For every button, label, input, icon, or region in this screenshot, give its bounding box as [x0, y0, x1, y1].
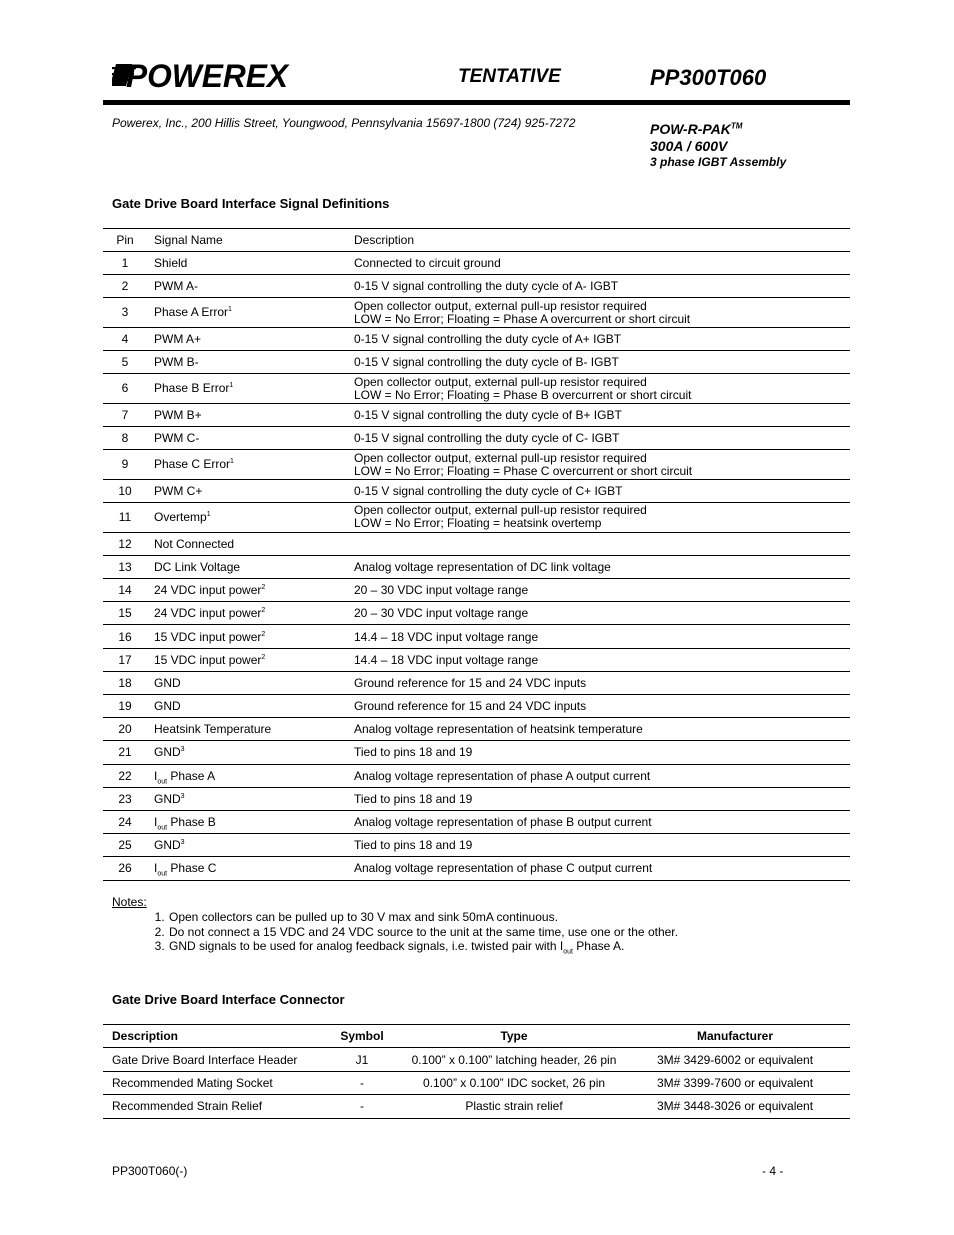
table-row: [103, 810, 850, 833]
signal-name-text: 15 VDC input power: [154, 652, 262, 667]
signal-name-subscript: out: [157, 870, 168, 878]
connector-type: Plastic strain relief: [408, 1095, 620, 1118]
col-header-manufacturer: Manufacturer: [620, 1025, 850, 1048]
signal-description: [350, 275, 850, 298]
table-row: [103, 764, 850, 787]
description-line: Ground reference for 15 and 24 VDC inputs: [354, 675, 587, 690]
note-reference: 3: [180, 746, 185, 754]
description-line: Open collector output, external pull-up resistor required: [354, 298, 647, 313]
description-line: 20 – 30 VDC input voltage range: [354, 606, 529, 621]
note-reference: 3: [180, 792, 185, 800]
description-line: 0-15 V signal controlling the duty cycle of B- IGBT: [354, 355, 619, 370]
description-line: Tied to pins 18 and 19: [354, 791, 473, 806]
connector-manufacturer: 3M# 3429-6002 or equivalent: [620, 1048, 850, 1071]
table-row: [103, 532, 850, 555]
signal-description: [350, 810, 850, 833]
pin-number: 21: [103, 741, 147, 764]
signal-name: [147, 403, 350, 426]
connector-heading: Gate Drive Board Interface Connector: [112, 992, 345, 1007]
description-line: 14.4 – 18 VDC input voltage range: [354, 652, 539, 667]
signal-name: [147, 857, 350, 880]
table-row: [103, 741, 850, 764]
table-row: [103, 403, 850, 426]
pin-number: 4: [103, 327, 147, 350]
description-line: 0-15 V signal controlling the duty cycle of A- IGBT: [354, 279, 619, 294]
signal-description: [350, 579, 850, 602]
part-number: PP300T060: [650, 65, 767, 90]
pin-number: 20: [103, 718, 147, 741]
signal-name: [147, 579, 350, 602]
note-item: [168, 939, 678, 954]
description-line: Tied to pins 18 and 19: [354, 745, 473, 760]
connector-description: Recommended Strain Relief: [103, 1095, 316, 1118]
table-row: [103, 374, 850, 404]
description-line: 0-15 V signal controlling the duty cycle of C- IGBT: [354, 431, 620, 446]
signal-name-text: GND: [154, 791, 181, 806]
table-row: [103, 648, 850, 671]
table-row: [103, 1048, 850, 1071]
note-item: [168, 925, 678, 940]
signal-name: [147, 503, 350, 533]
signal-description: [350, 503, 850, 533]
notes-block: [112, 895, 678, 954]
description-line: 0-15 V signal controlling the duty cycle of A+ IGBT: [354, 332, 622, 347]
col-header-symbol: Symbol: [316, 1025, 408, 1048]
signal-description: [350, 602, 850, 625]
signal-description: [350, 671, 850, 694]
signal-name-text: Heatsink Temperature: [154, 722, 272, 737]
note-reference: 1: [206, 510, 211, 518]
table-row: [103, 787, 850, 810]
signal-description: [350, 479, 850, 502]
table-row: [103, 579, 850, 602]
signal-description: [350, 787, 850, 810]
signal-name-prefix: I: [154, 861, 158, 876]
connector-symbol: -: [316, 1071, 408, 1094]
signal-name-text: PWM B-: [154, 355, 199, 370]
signal-name: [147, 532, 350, 555]
signal-description: [350, 555, 850, 578]
pin-number: 12: [103, 532, 147, 555]
signal-name: [147, 479, 350, 502]
pin-number: 13: [103, 555, 147, 578]
pin-number: 19: [103, 695, 147, 718]
signal-name: [147, 450, 350, 480]
signal-description: [350, 764, 850, 787]
signal-name-text: Phase A: [167, 768, 216, 783]
description-line: LOW = No Error; Floating = heatsink overtemp: [354, 516, 602, 531]
description-line: Analog voltage representation of DC link voltage: [354, 559, 611, 574]
signals-heading: Gate Drive Board Interface Signal Definitions: [112, 196, 390, 211]
pin-number: 7: [103, 403, 147, 426]
pin-number: 1: [103, 252, 147, 275]
pin-number: 8: [103, 427, 147, 450]
signal-name-text: Overtemp: [154, 509, 207, 524]
notes-list: [112, 910, 678, 954]
table-row: [103, 718, 850, 741]
signal-description: [350, 252, 850, 275]
description-line: LOW = No Error; Floating = Phase C overcurrent or short circuit: [354, 463, 693, 478]
product-rating: 300A / 600V: [650, 138, 728, 154]
col-header-type: Type: [408, 1025, 620, 1048]
signal-name-text: Not Connected: [154, 536, 235, 551]
table-row: [103, 602, 850, 625]
pin-number: 18: [103, 671, 147, 694]
note-text: Open collectors can be pulled up to 30 V max and sink 50mA continuous.: [169, 910, 558, 924]
signal-description: [350, 741, 850, 764]
signal-name-text: GND: [154, 675, 181, 690]
signal-name-text: 15 VDC input power: [154, 629, 262, 644]
signal-name-text: GND: [154, 745, 181, 760]
description-line: LOW = No Error; Floating = Phase A overcurrent or short circuit: [354, 311, 691, 326]
signal-name-text: DC Link Voltage: [154, 559, 241, 574]
signal-name-text: PWM A+: [154, 332, 202, 347]
signal-name-text: Phase C Error: [154, 457, 231, 472]
footer-page-number: - 4 -: [762, 1164, 784, 1178]
table-row: [103, 327, 850, 350]
pin-number: 23: [103, 787, 147, 810]
note-reference: 2: [261, 630, 266, 638]
signal-name-text: Phase C: [167, 861, 217, 876]
table-header-row: [103, 1025, 850, 1048]
table-row: [103, 834, 850, 857]
signal-description: [350, 532, 850, 555]
table-row: [103, 1095, 850, 1118]
signal-description: [350, 648, 850, 671]
pin-number: 15: [103, 602, 147, 625]
signal-name-subscript: out: [157, 824, 168, 832]
table-row: [103, 1071, 850, 1094]
signal-name: [147, 374, 350, 404]
note-reference: 3: [180, 839, 185, 847]
footer-doc-id: PP300T060(-): [112, 1164, 188, 1178]
connector-manufacturer: 3M# 3399-7600 or equivalent: [620, 1071, 850, 1094]
note-text: Phase A.: [572, 939, 625, 953]
signal-name-text: GND: [154, 699, 181, 714]
signal-name: [147, 834, 350, 857]
description-line: Open collector output, external pull-up resistor required: [354, 374, 647, 389]
col-header-description: Description: [350, 229, 850, 252]
table-row: [103, 555, 850, 578]
signal-definitions-table: [103, 228, 850, 881]
connector-type: 0.100” x 0.100” IDC socket, 26 pin: [408, 1071, 620, 1094]
signal-description: [350, 834, 850, 857]
signal-name: [147, 555, 350, 578]
signal-name: [147, 625, 350, 648]
signal-name-text: Phase A Error: [154, 305, 229, 320]
notes-title: Notes:: [112, 895, 147, 909]
signal-name: [147, 351, 350, 374]
note-reference: 1: [230, 458, 234, 466]
signal-name-text: PWM C+: [154, 484, 203, 498]
table-row: [103, 625, 850, 648]
table-row: [103, 671, 850, 694]
signal-description: [350, 351, 850, 374]
signal-name-text: Phase B Error: [154, 381, 230, 396]
connector-description: Recommended Mating Socket: [103, 1071, 316, 1094]
table-row: [103, 695, 850, 718]
table-row: [103, 479, 850, 502]
pin-number: 6: [103, 374, 147, 404]
pin-number: 17: [103, 648, 147, 671]
description-line: Analog voltage representation of phase B output current: [354, 815, 652, 830]
signal-description: [350, 327, 850, 350]
description-line: LOW = No Error; Floating = Phase B overcurrent or short circuit: [354, 387, 692, 402]
signal-name-text: PWM B+: [154, 408, 202, 423]
header-divider: [103, 100, 850, 105]
note-text: Do not connect a 15 VDC and 24 VDC source to the unit at the same time, use one or the other.: [169, 924, 678, 939]
signal-name: [147, 602, 350, 625]
note-subscript: out: [563, 948, 573, 956]
description-line: Analog voltage representation of heatsink temperature: [354, 722, 643, 737]
powerex-logo: [112, 58, 290, 92]
signal-name: [147, 427, 350, 450]
table-row: [103, 450, 850, 480]
connector-symbol: J1: [316, 1048, 408, 1071]
note-reference: 2: [261, 653, 266, 661]
table-header-row: [103, 229, 850, 252]
signal-name-prefix: I: [154, 768, 158, 783]
note-reference: 2: [261, 584, 266, 592]
signal-name-text: PWM A-: [154, 279, 198, 294]
signal-description: [350, 427, 850, 450]
product-assembly: 3 phase IGBT Assembly: [650, 155, 787, 169]
signal-description: [350, 625, 850, 648]
pin-number: 2: [103, 275, 147, 298]
signal-description: [350, 695, 850, 718]
company-address: Powerex, Inc., 200 Hillis Street, Youngwood, Pennsylvania 15697-1800 (724) 925-7272: [112, 116, 576, 130]
signal-name: [147, 810, 350, 833]
description-line: Ground reference for 15 and 24 VDC inputs: [354, 699, 587, 714]
signal-name: [147, 764, 350, 787]
signal-name: [147, 327, 350, 350]
signal-description: [350, 450, 850, 480]
pin-number: 3: [103, 298, 147, 328]
signal-name-text: 24 VDC input power: [154, 606, 262, 621]
description-line: Analog voltage representation of phase C output current: [354, 861, 653, 876]
description-line: 20 – 30 VDC input voltage range: [354, 583, 529, 598]
signal-name: [147, 252, 350, 275]
pin-number: 25: [103, 834, 147, 857]
signal-name: [147, 695, 350, 718]
pin-number: 10: [103, 479, 147, 502]
signal-description: [350, 298, 850, 328]
table-row: [103, 351, 850, 374]
product-name: POW-R-PAK: [650, 121, 731, 137]
col-header-signal-name: Signal Name: [147, 229, 350, 252]
description-line: 0-15 V signal controlling the duty cycle of B+ IGBT: [354, 408, 622, 423]
signal-name: [147, 648, 350, 671]
note-reference: 1: [228, 306, 232, 314]
signal-description: [350, 718, 850, 741]
pin-number: 9: [103, 450, 147, 480]
note-item: [168, 910, 678, 925]
signal-name-prefix: I: [154, 815, 158, 830]
signal-name: [147, 298, 350, 328]
description-line: Analog voltage representation of phase A output current: [354, 768, 651, 783]
pin-number: 16: [103, 625, 147, 648]
connector-table: [103, 1024, 850, 1119]
trademark-mark: TM: [730, 121, 743, 131]
signal-name: [147, 741, 350, 764]
table-row: [103, 427, 850, 450]
note-text: GND signals to be used for analog feedback signals, i.e. twisted pair with I: [169, 939, 564, 953]
signal-name-text: Phase B: [167, 815, 216, 830]
pin-number: 24: [103, 810, 147, 833]
product-info: [650, 121, 786, 169]
pin-number: 11: [103, 503, 147, 533]
description-line: Open collector output, external pull-up resistor required: [354, 450, 647, 465]
description-line: 0-15 V signal controlling the duty cycle of C+ IGBT: [354, 484, 623, 498]
table-row: [103, 298, 850, 328]
col-header-description: Description: [103, 1025, 316, 1048]
signal-description: [350, 857, 850, 880]
signal-description: [350, 374, 850, 404]
connector-description: Gate Drive Board Interface Header: [103, 1048, 316, 1071]
connector-manufacturer: 3M# 3448-3026 or equivalent: [620, 1095, 850, 1118]
pin-number: 26: [103, 857, 147, 880]
table-row: [103, 275, 850, 298]
signal-name: [147, 275, 350, 298]
connector-type: 0.100” x 0.100” latching header, 26 pin: [408, 1048, 620, 1071]
signal-name: [147, 718, 350, 741]
signal-name-subscript: out: [157, 778, 168, 786]
description-line: Connected to circuit ground: [354, 256, 501, 271]
note-reference: 2: [261, 607, 266, 615]
signal-name-text: PWM C-: [154, 431, 200, 446]
table-row: [103, 857, 850, 880]
status-label: TENTATIVE: [458, 66, 561, 87]
pin-number: 22: [103, 764, 147, 787]
logo-text: POWEREX: [126, 58, 290, 92]
table-row: [103, 503, 850, 533]
signal-description: [350, 403, 850, 426]
note-reference: 1: [229, 382, 234, 390]
col-header-pin: Pin: [103, 229, 147, 252]
description-line: 14.4 – 18 VDC input voltage range: [354, 629, 539, 644]
connector-symbol: -: [316, 1095, 408, 1118]
signal-name-text: GND: [154, 838, 181, 853]
table-row: [103, 252, 850, 275]
pin-number: 5: [103, 351, 147, 374]
signal-name: [147, 787, 350, 810]
signal-name-text: Shield: [154, 256, 188, 271]
signal-name-text: 24 VDC input power: [154, 583, 262, 598]
pin-number: 14: [103, 579, 147, 602]
signal-name: [147, 671, 350, 694]
description-line: Open collector output, external pull-up resistor required: [354, 503, 647, 518]
description-line: Tied to pins 18 and 19: [354, 838, 473, 853]
